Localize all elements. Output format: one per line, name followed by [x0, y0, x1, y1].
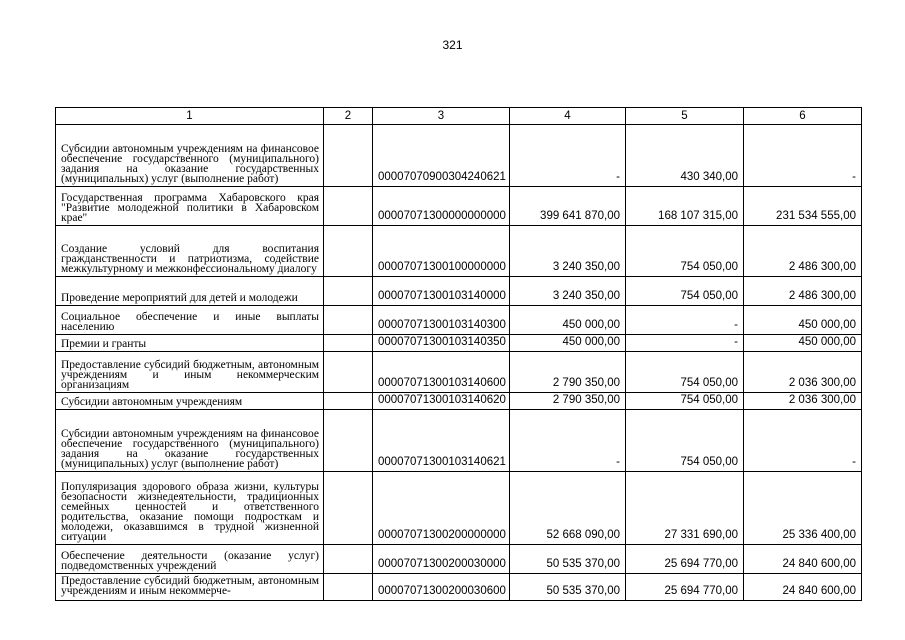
row-value-6: 231 534 555,00: [744, 187, 862, 226]
table-header-row: [56, 108, 862, 125]
table-row: [56, 277, 862, 306]
row-name: Социальное обеспечение и иные выплаты населению: [56, 306, 324, 335]
row-name: Субсидии автономным учреждениям: [56, 393, 324, 410]
row-value-4: 50 535 370,00: [510, 545, 626, 574]
row-code: 00007071300103140000: [373, 277, 510, 306]
row-name: Предоставление субсидий бюджетным, автономным учреждениям и иным некоммерче-: [56, 574, 324, 601]
table-row: [56, 574, 862, 601]
table-row: [56, 393, 862, 410]
row-name: Субсидии автономным учреждениям на финансовое обеспечение государственного (муниципального) задания на оказание государственных (муниципальных) услуг (выполнение работ): [56, 125, 324, 187]
page-number: 321: [442, 38, 463, 52]
table-row: [56, 335, 862, 352]
row-code: 00007071300103140620: [373, 393, 510, 410]
row-col2: [324, 574, 373, 601]
row-code: 00007070900304240621: [373, 125, 510, 187]
row-name: Обеспечение деятельности (оказание услуг) подведомственных учреждений: [56, 545, 324, 574]
row-value-5: 27 331 690,00: [626, 472, 744, 545]
row-value-5: 754 050,00: [626, 352, 744, 393]
row-col2: [324, 472, 373, 545]
table-row: [56, 352, 862, 393]
row-col2: [324, 352, 373, 393]
row-value-4: 2 790 350,00: [510, 352, 626, 393]
row-code: 00007071300200000000: [373, 472, 510, 545]
row-value-4: 3 240 350,00: [510, 277, 626, 306]
row-value-5: -: [626, 306, 744, 335]
row-value-6: 25 336 400,00: [744, 472, 862, 545]
row-value-4: -: [510, 125, 626, 187]
table-row: [56, 125, 862, 187]
row-value-4: 3 240 350,00: [510, 226, 626, 277]
row-name: Предоставление субсидий бюджетным, автономным учреждениям и иным некоммерческим организациям: [56, 352, 324, 393]
row-value-6: 2 486 300,00: [744, 226, 862, 277]
row-value-5: 754 050,00: [626, 226, 744, 277]
row-value-4: 450 000,00: [510, 306, 626, 335]
row-name: Создание условий для воспитания гражданственности и патриотизма, содействие межкультурному и межконфессиональному диалогу: [56, 226, 324, 277]
row-value-5: 754 050,00: [626, 277, 744, 306]
table-row: [56, 187, 862, 226]
column-header-5: 5: [626, 108, 744, 125]
row-code: 00007071300103140621: [373, 410, 510, 472]
table-row: [56, 545, 862, 574]
column-header-4: 4: [510, 108, 626, 125]
row-name: Проведение мероприятий для детей и молодежи: [56, 277, 324, 306]
row-col2: [324, 277, 373, 306]
row-value-4: 50 535 370,00: [510, 574, 626, 601]
row-code: 00007071300200030000: [373, 545, 510, 574]
row-col2: [324, 125, 373, 187]
budget-table: [55, 107, 862, 601]
row-value-6: 24 840 600,00: [744, 574, 862, 601]
row-code: 00007071300103140600: [373, 352, 510, 393]
row-name: Популяризация здорового образа жизни, культуры безопасности жизнедеятельности, традиционных семейных ценностей и ответственного родительства, оказание помощи подросткам и молодежи, оказавшимся в трудной жизненной ситуации: [56, 472, 324, 545]
row-col2: [324, 545, 373, 574]
row-value-5: 754 050,00: [626, 410, 744, 472]
row-value-5: 25 694 770,00: [626, 574, 744, 601]
row-col2: [324, 335, 373, 352]
row-name: Государственная программа Хабаровского края "Развитие молодежной политики в Хабаровском крае": [56, 187, 324, 226]
column-header-2: 2: [324, 108, 373, 125]
row-value-5: 430 340,00: [626, 125, 744, 187]
row-value-6: -: [744, 125, 862, 187]
row-value-4: 450 000,00: [510, 335, 626, 352]
column-header-3: 3: [373, 108, 510, 125]
row-value-6: 2 036 300,00: [744, 393, 862, 410]
row-col2: [324, 410, 373, 472]
row-value-5: 168 107 315,00: [626, 187, 744, 226]
row-col2: [324, 306, 373, 335]
table-row: [56, 226, 862, 277]
row-value-4: 2 790 350,00: [510, 393, 626, 410]
row-value-4: 52 668 090,00: [510, 472, 626, 545]
row-code: 00007071300103140350: [373, 335, 510, 352]
row-value-4: -: [510, 410, 626, 472]
row-value-5: -: [626, 335, 744, 352]
table-row: [56, 410, 862, 472]
row-value-6: -: [744, 410, 862, 472]
row-code: 00007071300100000000: [373, 226, 510, 277]
row-value-6: 2 486 300,00: [744, 277, 862, 306]
row-col2: [324, 226, 373, 277]
row-value-6: 450 000,00: [744, 335, 862, 352]
row-value-5: 754 050,00: [626, 393, 744, 410]
row-value-4: 399 641 870,00: [510, 187, 626, 226]
row-col2: [324, 187, 373, 226]
column-header-6: 6: [744, 108, 862, 125]
row-code: 00007071300200030600: [373, 574, 510, 601]
row-value-6: 450 000,00: [744, 306, 862, 335]
row-value-5: 25 694 770,00: [626, 545, 744, 574]
row-code: 00007071300103140300: [373, 306, 510, 335]
row-value-6: 2 036 300,00: [744, 352, 862, 393]
table-row: [56, 306, 862, 335]
table-row: [56, 472, 862, 545]
row-col2: [324, 393, 373, 410]
row-code: 00007071300000000000: [373, 187, 510, 226]
row-name: Премии и гранты: [56, 335, 324, 352]
row-value-6: 24 840 600,00: [744, 545, 862, 574]
row-name: Субсидии автономным учреждениям на финансовое обеспечение государственного (муниципального) задания на оказание государственных (муниципальных) услуг (выполнение работ): [56, 410, 324, 472]
column-header-1: 1: [56, 108, 324, 125]
